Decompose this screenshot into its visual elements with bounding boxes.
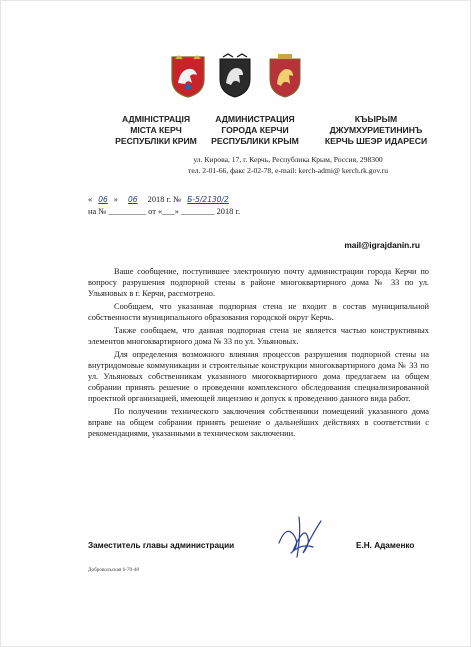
paragraph: Ваше сообщение, поступившее электронную почту администрации города Керчи по вопросу разрушения подпорной стены в районе многоквартирного дома № 33 по ул. Ульяновых в г. Керчи, рассмотрено.	[88, 267, 429, 298]
contact-line: тел. 2-01-66, факс 2-02-78, e-mail: kerch-admi@ kerch.rk.gov.ru	[188, 165, 388, 175]
paragraph: По получении технического заключения собственники помещений указанного дома вправе на общем собрании принять решение о дальнейших действиях в соответствии с рекомендациями, указанными в техническом заключении.	[88, 407, 429, 438]
letter-body	[88, 266, 429, 441]
header-line: КЕРЧЬ ШЕЭР ИДАРЕСИ	[324, 136, 428, 146]
paragraph: Также сообщаем, что данная подпорная стена не является частью конструктивных элементов многоквартирного дома № 33 по ул. Ульяновых.	[88, 326, 429, 346]
header-line: АДМИНИСТРАЦИЯ	[215, 114, 295, 124]
header-line: АДМІНІСТРАЦІЯ	[121, 114, 191, 124]
paragraph: Для определения возможного влияния процессов разрушения подпорной стены на внутридомовые коммуникации и строительные конструкции многоквартирного дома № 33 по ул. Ульяновых собственникам указанного многоквартирного дома предлагаем на общем собрании принять решение о проведении комплексного обследования специализированной проектной организацией, имеющей лицензию и допуск к проведению данного вида работ.	[88, 350, 429, 403]
quote-close: »	[113, 195, 118, 204]
header-ukrainian	[100, 114, 212, 147]
signatory-name: Е.Н. Адаменко	[356, 541, 415, 550]
header-russian	[200, 114, 310, 147]
reg-year-label: 2018 г. №	[147, 195, 182, 204]
reg-day: 06	[98, 195, 108, 204]
address-line: ул. Кирова, 17, г. Керчь, Республика Крым, Россия, 298300	[193, 155, 383, 164]
executor-note: Добровольская 6-70-48	[88, 567, 140, 573]
kerch-coat-of-arms-icon	[216, 53, 254, 99]
quote-open: «	[88, 195, 93, 204]
reg-number: Б-5/2130/2	[187, 195, 229, 204]
header-line: ГОРОДА КЕРЧИ	[221, 125, 289, 135]
paragraph: Сообщаем, что указанная подпорная стена не входит в состав муниципальной собственности муниципального образования городской округ Керчь.	[88, 302, 429, 322]
recipient-email: mail@igrajdanin.ru	[344, 240, 420, 250]
header-line: КЪЫРЫМ	[354, 114, 398, 124]
kerch-city-coat-of-arms-icon	[266, 53, 304, 99]
signatory-title: Заместитель главы администрации	[88, 541, 235, 550]
header-line: РЕСПУБЛІКИ КРИМ	[115, 136, 197, 146]
reg-month: 06	[128, 195, 138, 204]
address-block	[138, 155, 438, 176]
header-line: РЕСПУБЛИКИ КРЫМ	[211, 136, 299, 146]
handwritten-signature	[273, 513, 328, 561]
header-line: ДЖУМХУРИЕТИНИНЪ	[329, 125, 423, 135]
incoming-reg-line: на № _________ от «___» ________ 2018 г.	[88, 207, 241, 216]
crimea-coat-of-arms-icon	[169, 53, 207, 99]
header-line: МІСТА КЕРЧ	[130, 125, 182, 135]
outgoing-reg-line	[88, 195, 233, 204]
header-crimean-tatar	[320, 114, 432, 147]
